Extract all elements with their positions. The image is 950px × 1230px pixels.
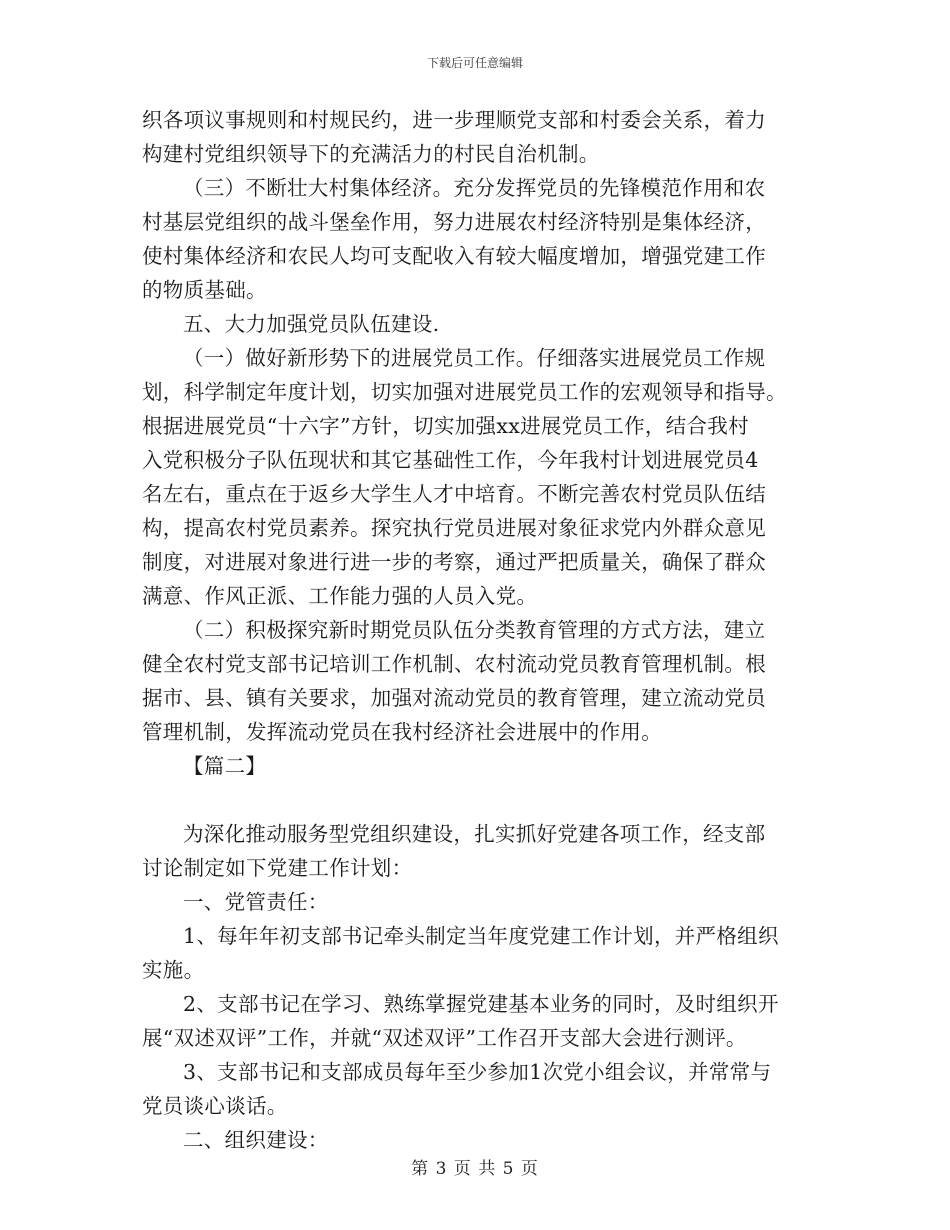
text-line: 2、支部书记在学习、熟练掌握党建基本业务的同时，及时组织开 — [183, 992, 779, 1016]
text-line: （一）做好新形势下的进展党员工作。仔细落实进展党员工作规 — [183, 346, 766, 370]
text-line: 根据进展党员“十六字”方针，切实加强xx进展党员工作，结合我村 — [142, 414, 749, 438]
section-heading: 二、组织建设： — [183, 1128, 329, 1152]
text-line: 据市、县、镇有关要求，加强对流动党员的教育管理，建立流动党员 — [142, 686, 766, 710]
text-line: 健全农村党支部书记培训工作机制、农村流动党员教育管理机制。根 — [142, 652, 766, 676]
text-line: 入党积极分子队伍现状和其它基础性工作，今年我村计划进展党员4 — [142, 448, 759, 472]
text-line: 管理机制，发挥流动党员在我村经济社会进展中的作用。 — [142, 720, 662, 744]
text-line: 实施。 — [142, 958, 205, 982]
text-line: 党员谈心谈话。 — [142, 1094, 288, 1118]
text-line: 使村集体经济和农民人均可支配收入有较大幅度增加，增强党建工作 — [142, 244, 766, 268]
page-number: 第 3 页 共 5 页 — [411, 1159, 539, 1179]
text-line: 构建村党组织领导下的充满活力的村民自治机制。 — [142, 142, 600, 166]
text-line: 1、每年年初支部书记牵头制定当年度党建工作计划，并严格组织 — [183, 924, 779, 948]
text-line: 为深化推动服务型党组织建设，扎实抓好党建各项工作，经支部 — [183, 822, 766, 846]
text-line: 划，科学制定年度计划，切实加强对进展党员工作的宏观领导和指导。 — [142, 380, 787, 404]
document-body — [142, 103, 802, 1157]
text-line: 满意、作风正派、工作能力强的人员入党。 — [142, 584, 538, 608]
text-line: 讨论制定如下党建工作计划： — [142, 856, 413, 880]
text-line: 制度，对进展对象进行进一步的考察，通过严把质量关，确保了群众 — [142, 550, 766, 574]
chapter-heading: 【篇二】 — [183, 754, 267, 778]
page-header-note: 下载后可任意编辑 — [426, 56, 523, 70]
text-line: 构，提高农村党员素养。探究执行党员进展对象征求党内外群众意见 — [142, 516, 766, 540]
section-heading: 五、大力加强党员队伍建设. — [183, 312, 440, 336]
text-line: 展“双述双评”工作，并就“双述双评”工作召开支部大会进行测评。 — [142, 1026, 747, 1050]
text-line: 3、支部书记和支部成员每年至少参加1次党小组会议，并常常与 — [183, 1060, 772, 1084]
text-line: 村基层党组织的战斗堡垒作用，努力进展农村经济特别是集体经济， — [142, 210, 766, 234]
text-line: （三）不断壮大村集体经济。充分发挥党员的先锋模范作用和农 — [183, 176, 766, 200]
text-line: 织各项议事规则和村规民约，进一步理顺党支部和村委会关系，着力 — [142, 108, 766, 132]
section-heading: 一、党管责任： — [183, 890, 329, 914]
blank-line — [142, 783, 802, 817]
text-line: （二）积极探究新时期党员队伍分类教育管理的方式方法，建立 — [183, 618, 766, 642]
text-line: 名左右，重点在于返乡大学生人才中培育。不断完善农村党员队伍结 — [142, 482, 766, 506]
text-line: 的物质基础。 — [142, 278, 267, 302]
